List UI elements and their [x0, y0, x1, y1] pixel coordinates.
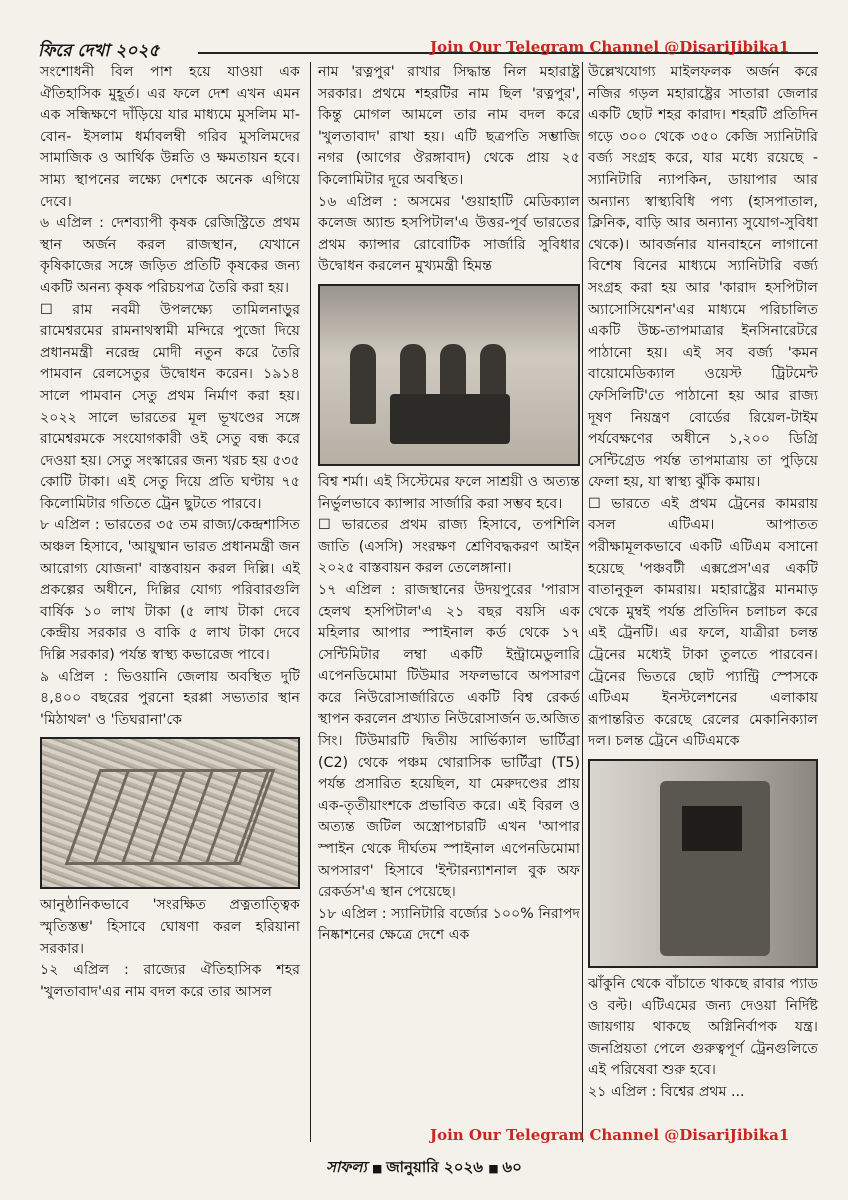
paragraph: উল্লেখযোগ্য মাইলফলক অর্জন করে নজির গড়ল মহারাষ্ট্রের সাতারা জেলার একটি ছোট শহর কারাদ। শহরটি প্রতিদিন গড়ে ৩০০ থেকে ৩৫০ কেজি স্যানিটারি বর্জ্য সংগ্রহ করে, যার মধ্যে রয়েছে - স্যানিটারি ন্যাপকিন, ডায়াপার আর অন্যান্য স্বাস্থ্যবিধি পণ্য (হাসপাতাল, ক্লিনিক, বাড়ি আর অন্যান্য সুযোগ-সুবিধা থেকে)। আবর্জনার যানবাহনে লাগানো বিশেষ বিনের মাধ্যমে স্যানিটারি বর্জ্য সংগ্রহ করা হয় আর 'কারাদ হসপিটাল অ্যাসোসিয়েশন'এর মাধ্যমে পরিচালিত একটি উচ্চ-তাপমাত্রার ইনসিনারেটরে পাঠানো হয়। এই সব বর্জ্য 'কমন বায়োমেডিক্যাল ওয়েস্ট ট্রিটমেন্ট ফেসিলিটি'তে পাঠানো হয় আর রাজ্য দূষণ নিয়ন্ত্রণ বোর্ডের রিয়েল-টাইম পর্যবেক্ষণের অধীনে ১,২০০ ডিগ্রি সেন্টিগ্রেড পর্যন্ত তাপমাত্রায় তা পুড়িয়ে ফেলা হয়, যা স্বাস্থ্য ঝুঁকি কমায়।	[588, 64, 818, 491]
paragraph: বিশ্ব শর্মা। এই সিস্টেমের ফলে সাশ্রয়ী ও অত্যন্ত নির্ভুলভাবে ক্যান্সার সার্জারি করা সম্ভব হবে।	[318, 473, 580, 512]
column-3	[588, 62, 818, 1104]
paragraph: ১৮ এপ্রিল : স্যানিটারি বর্জ্যের ১০০% নিরাপদ নিষ্কাশনের ক্ষেত্রে দেশে এক	[318, 905, 580, 944]
ruins-illustration	[65, 769, 276, 865]
paragraph: ☐ রাম নবমী উপলক্ষ্যে তামিলনাড়ুর রামেশ্বরমের রামনাথস্বামী মন্দিরে পুজো দিয়ে প্রধানমন্ত্রী নরেন্দ্র মোদী নতুন করে তৈরি পামবান রেলসেতুর উদ্বোধন করেন। ১৯১৪ সালে পামবান সেতু প্রথম নির্মাণ করা হয়। ২০২২ সালে ভারতের মূল ভূখণ্ডের সঙ্গে রামেশ্বরমকে সংযোগকারী ওই সেতু বন্ধ করে দেওয়া হয়। সেতু সংস্কারের জন্য খরচ হয় ৫৩৫ কোটি টাকা। এই সেতু দিয়ে প্রতি ঘণ্টায় ৭৫ কিলোমিটার গতিতে ট্রেন ছুটতে পারবে।	[40, 301, 300, 512]
paragraph: ☐ ভারতের প্রথম রাজ্য হিসাবে, তপশিলি জাতি (এসসি) সংরক্ষণ শ্রেণিবদ্ধকরণ আইন ২০২৫ বাস্তবায়ন করল তেলেঙ্গানা।	[318, 517, 580, 577]
surgical-robot	[390, 394, 510, 444]
robotic-surgery-photo	[318, 284, 580, 466]
column-1	[40, 62, 300, 1003]
person-figure	[350, 344, 376, 424]
paragraph: ☐ ভারতে এই প্রথম ট্রেনের কামরায় বসল এটিএম। আপাতত পরীক্ষামূলকভাবে একটি এটিএম বসানো হয়েছে 'পঞ্চবটী এক্সপ্রেস'এর একটি বাতানুকূল কামরায়। মহারাষ্ট্রের মানমাড় থেকে মুম্বই পর্যন্ত প্রতিদিন চলাচল করে এই ট্রেনটি। এর ফলে, যাত্রীরা চলন্ত ট্রেনের মধ্যেই টাকা তুলতে পারবেন। ট্রেনের ভিতরে ছোট প্যান্ট্রি স্পেসকে এটিএম ইনস্টলেশনের এলাকায় রূপান্তরিত করেছে রেলের মেকানিক্যাল দল। চলন্ত ট্রেনে এটিএমকে	[588, 495, 818, 750]
page-number: ৬০	[502, 1158, 522, 1176]
paragraph: ৮ এপ্রিল : ভারতের ৩৫ তম রাজ্য/কেন্দ্রশাসিত অঞ্চল হিসাবে, 'আয়ুষ্মান ভারত প্রধানমন্ত্রী জন আরোগ্য যোজনা' বাস্তবায়ন করল দিল্লি। এই প্রকল্পের অধীনে, দিল্লির যোগ্য পরিবারগুলি বার্ষিক ১০ লাখ টাকা (৫ লাখ টাকা দেবে কেন্দ্রীয় সরকার ও বাকি ৫ লাখ টাকা দেবে দিল্লি সরকার) পর্যন্ত স্বাস্থ্য কভারেজ পাবে।	[40, 517, 300, 664]
telegram-watermark-bottom: Join Our Telegram Channel @DisariJibika1	[430, 1126, 790, 1144]
paragraph: ১২ এপ্রিল : রাজ্যের ঐতিহাসিক শহর 'খুলতাবাদ'এর নাম বদল করে তার আসল	[40, 962, 300, 1000]
square-bullet-icon: ■	[372, 1162, 387, 1175]
column-divider	[582, 62, 583, 1142]
paragraph: ৯ এপ্রিল : ভিওয়ানি জেলায় অবস্থিত দুটি ৪,৪০০ বছরের পুরনো হরপ্পা সভ্যতার স্থান 'মিঠাথল' ও 'তিঘরানা'কে	[40, 668, 300, 728]
train-atm-photo	[588, 759, 818, 968]
paragraph: সংশোধনী বিল পাশ হয়ে যাওয়া এক ঐতিহাসিক মুহূর্ত। এর ফলে দেশ এখন এমন এক সন্ধিক্ষণে দাঁড়িয়ে যার মাধ্যমে মুসলিম মা-বোন- ইসলাম ধর্মাবলম্বী গরিব মুসলিমদের সামাজিক ও আর্থিক উন্নতি ও ক্ষমতায়ন হবে। সাম্য স্থাপনের লক্ষ্যে দেশকে অনেক এগিয়ে দেবে।	[40, 64, 300, 210]
harappa-ruins-photo	[40, 737, 300, 889]
paragraph: ৬ এপ্রিল : দেশব্যাপী কৃষক রেজিস্ট্রিতে প্রথম স্থান অর্জন করল রাজস্থান, যেখানে কৃষিকাজের সঙ্গে জড়িত প্রতিটি কৃষকের জন্য একটি অনন্য কৃষক পরিচয়পত্র তৈরি করা হয়।	[40, 215, 300, 296]
paragraph: ১৭ এপ্রিল : রাজস্থানের উদয়পুরের 'পারাস হেলথ হসপিটাল'এ ২১ বছর বয়সি এক মহিলার আপার স্পাইনাল কর্ড থেকে ১৭ সেন্টিমিটার লম্বা একটি ইন্ট্রামেডুলারি এপেনডিমোমা টিউমার সফলভাবে অপসারণ করে নিউরোসার্জারিতে একটি বিশ্ব রেকর্ড স্থাপন করলেন প্রখ্যাত নিউরোসার্জন ড.অজিত সিং। টিউমারটি দ্বিতীয় সার্ভিক্যাল ভার্টিব্রা (C2) থেকে পঞ্চম থোরাসিক ভার্টিব্রা (T5) পর্যন্ত প্রসারিত হয়েছিল, যা মেরুদণ্ডের প্রায় এক-তৃতীয়াংশকে প্রভাবিত করে। এই বিরল ও অত্যন্ত জটিল অস্ত্রোপচারটি এখন 'আপার স্পাইন থেকে দীর্ঘতম স্পাইনাল এপেনডিমোমা অপসারণ' হিসাবে 'ইন্টারন্যাশনাল বুক অফ রেকর্ডস'এ স্থান পেয়েছে।	[318, 581, 580, 901]
square-bullet-icon: ■	[488, 1162, 503, 1175]
paragraph: ১৬ এপ্রিল : অসমের 'গুয়াহাটি মেডিক্যাল কলেজ অ্যান্ড হসপিটাল'এ উত্তর-পূর্ব ভারতের প্রথম ক্যান্সার রোবোটিক সার্জারি সুবিধার উদ্বোধন করলেন মুখ্যমন্ত্রী হিমন্ত	[318, 193, 580, 275]
column-2	[318, 62, 580, 947]
page-footer	[0, 1156, 848, 1181]
atm-screen	[682, 806, 742, 851]
magazine-brand: সাফল্য	[326, 1158, 367, 1176]
paragraph: ২১ এপ্রিল : বিশ্বের প্রথম ...	[588, 1083, 745, 1100]
paragraph: ঝাঁকুনি থেকে বাঁচাতে থাকছে রাবার প্যাড ও বল্ট। এটিএমের জন্য দেওয়া নির্দিষ্ট জায়গায় থাকছে অগ্নিনির্বাপক যন্ত্র। জনপ্রিয়তা পেলে গুরুত্বপূর্ণ ট্রেনগুলিতে এই পরিষেবা শুরু হবে।	[588, 976, 818, 1079]
telegram-watermark-top: Join Our Telegram Channel @DisariJibika1	[430, 38, 790, 56]
paragraph: আনুষ্ঠানিকভাবে 'সংরক্ষিত প্রত্নতাত্ত্বিক স্মৃতিস্তম্ভ' হিসাবে ঘোষণা করল হরিয়ানা সরকার।	[40, 897, 300, 957]
issue-month: জানুয়ারি ২০২৬	[386, 1158, 483, 1176]
section-title: ফিরে দেখা ২০২৫	[38, 41, 160, 61]
column-divider	[310, 62, 311, 1142]
paragraph: নাম 'রত্নপুর' রাখার সিদ্ধান্ত নিল মহারাষ্ট্র সরকার। প্রথমে শহরটির নাম ছিল 'রত্নপুর', কিন্তু মোগল আমলে তার নাম বদল করে 'খুলতাবাদ' রাখা হয়। এটি ছত্রপতি সম্ভাজি নগর (আগের ঔরঙ্গাবাদ) থেকে প্রায় ২৫ কিলোমিটার দূরে অবস্থিত।	[318, 64, 580, 188]
